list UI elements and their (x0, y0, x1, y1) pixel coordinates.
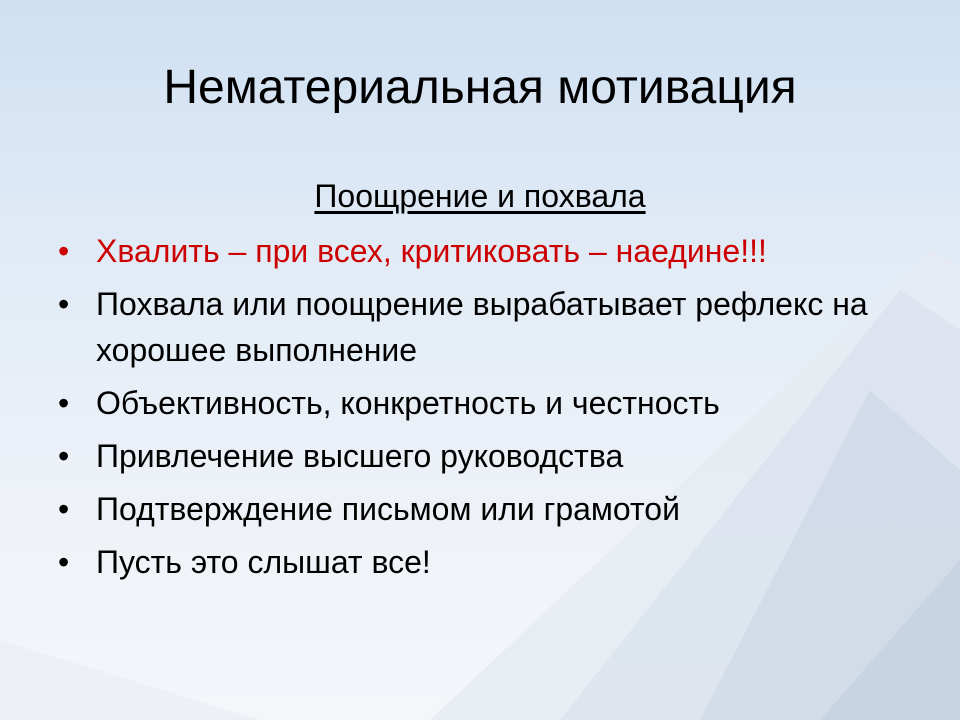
bullet-dot: • (58, 233, 70, 269)
bullet-text: Похвала или поощрение вырабатывает рефлекс на хорошее выполнение (96, 286, 868, 368)
bullet-item (56, 228, 916, 274)
slide-title: Нематериальная мотивация (163, 61, 797, 114)
bullet-item (56, 380, 916, 426)
bullet-item (56, 486, 916, 532)
bullet-item (56, 433, 916, 479)
bullet-text: Пусть это слышат все! (96, 544, 431, 580)
bullet-dot: • (58, 544, 70, 580)
slide-subtitle (0, 176, 960, 216)
bullet-item (56, 539, 916, 585)
bullet-text: Хвалить – при всех, критиковать – наедине!!! (96, 233, 767, 269)
bullet-item (56, 281, 916, 373)
bullet-dot: • (58, 438, 70, 474)
bullet-dot: • (58, 286, 70, 322)
bullet-text: Объективность, конкретность и честность (96, 385, 720, 421)
bullet-dot: • (58, 491, 70, 527)
subtitle-text: Поощрение и похвала (314, 178, 646, 214)
bullet-dot: • (58, 385, 70, 421)
bullet-text: Привлечение высшего руководства (96, 438, 624, 474)
bullet-list (56, 228, 916, 592)
bullet-text: Подтверждение письмом или грамотой (96, 491, 680, 527)
